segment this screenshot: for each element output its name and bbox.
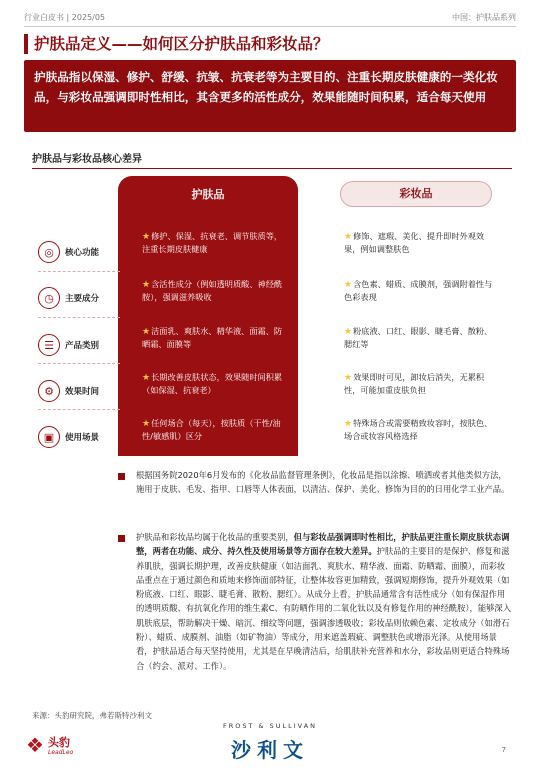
source-note: 来源：头豹研究院，弗若斯特沙利文 [32,711,152,720]
row-label-usage-scene [38,424,116,450]
star-icon: ★ [344,280,353,290]
leadleo-logo [26,731,88,761]
cosmetics-cell: ★粉底液、口红、眼影、睫毛膏、散粉、腮红等 [344,326,493,349]
skincare-cell: ★含活性成分（例如透明质酸、神经酰胺），强调滋养吸收 [142,279,283,302]
row-label-effect-time [38,378,116,404]
section-title: 护肤品与彩妆品核心差异 [32,154,142,165]
row-label-product-category [38,332,116,358]
clock-icon: ◷ [38,287,60,309]
header-divider [24,26,516,27]
cosmetics-cell: ★修饰、遮瑕、美化、提升即时外观效果，例如调整肤色 [344,231,485,254]
gear-icon: ⚙ [38,380,60,402]
row-label-text: 效果时间 [65,387,100,397]
header-left: 行业白皮书 | 2025/05 [24,13,106,22]
star-icon: ★ [344,373,353,383]
skincare-cell: ★修护、保湿、抗衰老、调节肤质等，注重长期皮肤健康 [142,231,283,254]
header-right: 中国：护肤品系列 [452,13,516,22]
target-icon: ◎ [38,241,60,263]
skincare-cell: ★洁面乳、爽肤水、精华液、面霜、防晒霜、面膜等 [142,326,283,349]
star-icon: ★ [142,232,151,242]
cosmetics-cell: ★特殊场合或需要精致妆容时，按肤色、场合或妆容风格选择 [344,418,493,441]
leopard-icon: ❖ [26,733,44,757]
skincare-cell: ★长期改善皮肤状态，效果随时间积累（如保湿、抗衰老） [142,372,283,395]
row-label-text: 核心功能 [65,248,100,258]
paragraph-comparison [136,530,512,673]
leadleo-logo-sub: LeadLeo [48,749,74,756]
paragraph-emphasis: 但与彩妆品强调即时性相比，护肤品更注重长期皮肤状态调整，两者在功能、成分、持久性及使用场景等方面存在较大差异。 [136,532,510,557]
cosmetics-cell: ★含色素、蜡质、成膜剂，强调附着性与色彩表现 [344,279,493,302]
section-divider [32,168,512,169]
star-icon: ★ [344,327,353,337]
definition-box [24,60,516,132]
bullet-marker [118,535,125,542]
star-icon: ★ [142,373,151,383]
page-number: 7 [501,746,506,754]
star-icon: ★ [142,419,151,429]
frost-sullivan-logo-main: 沙利文 [231,738,309,762]
row-divider [38,271,120,272]
definition-text: 护肤品指以保湿、修护、舒缓、抗皱、抗衰老等为主要目的、注重长期皮肤健康的一类化妆品，与彩妆品强调即时性相比，其含更多的活性成分，效果能随时间积累，适合每天使用 [34,70,498,104]
paragraph-regulation: 根据国务院2020年6月发布的《化妆品监督管理条例》，化妆品是指以涂擦、喷洒或者其他类似方法，施用于皮肤、毛发、指甲、口唇等人体表面，以清洁、保护、美化、修饰为目的的日用化学工业产品。 [136,470,510,495]
star-icon: ★ [344,419,353,429]
star-icon: ★ [142,280,151,290]
leadleo-logo-text: 头豹 [48,736,70,749]
star-icon: ★ [142,327,151,337]
row-label-text: 使用场景 [65,433,100,443]
row-label-main-ingredients [38,285,116,311]
row-divider [38,409,120,410]
row-divider [38,317,120,318]
row-label-core-function [38,239,116,265]
skincare-cell: ★任何场合（每天），按肤质（干性/油性/敏感肌）区分 [142,418,281,441]
star-icon: ★ [344,232,353,242]
scene-icon: ▣ [38,426,60,448]
page-title: 护肤品定义——如何区分护肤品和彩妆品？ [34,35,329,53]
cosmetics-column-header: 彩妆品 [340,181,492,207]
row-divider [38,363,120,364]
row-label-text: 主要成分 [65,294,100,304]
paragraph-body: 护肤品的主要目的是保护、修复和滋养肌肤，强调长期护理，改善皮肤健康（如洁面乳、爽肤水、精华液、面霜、防晒霜、面膜），而彩妆品重点在于通过颜色和质地来修饰面部特征，让整体妆容更加精致，强调短期修饰，提升外观效果（如粉底液、口红、眼影、睫毛膏、散粉、腮红）。从成分上看，护肤品通常含有活性成分（如有保湿作用的透明质酸、有抗氧化作用的维生素C、有防晒作用的二氧化钛以及有修复作用的神经酰胺），能够深入肌肤底层，帮助解决干燥、暗沉、细纹等问题，强调渗透吸收；彩妆品则依赖色素、定妆成分（如滑石粉）、蜡质、成膜剂、油脂（如矿物油）等成分，用来遮盖瑕疵、调整肤色或增添光泽。从使用场景看，护肤品适合每天坚持使用，尤其是在早晚清洁后，给肌肤补充营养和水分，彩妆品则更适合特殊场合（约会、派对、工作）。 [136,546,512,671]
paragraph-intro: 护肤品和彩妆品均属于化妆品的重要类别， [136,532,294,542]
frost-sullivan-logo-top: FROST & SULLIVAN [222,722,318,730]
bullet-marker [118,473,125,480]
list-icon: ☰ [38,334,60,356]
cosmetics-cell: ★效果即时可见，卸妆后消失，无累积性，可能加重皮肤负担 [344,372,485,395]
skincare-column-header: 护肤品 [191,188,225,201]
row-label-text: 产品类别 [65,341,100,351]
title-accent [24,34,28,54]
skincare-column-bg [118,176,298,456]
